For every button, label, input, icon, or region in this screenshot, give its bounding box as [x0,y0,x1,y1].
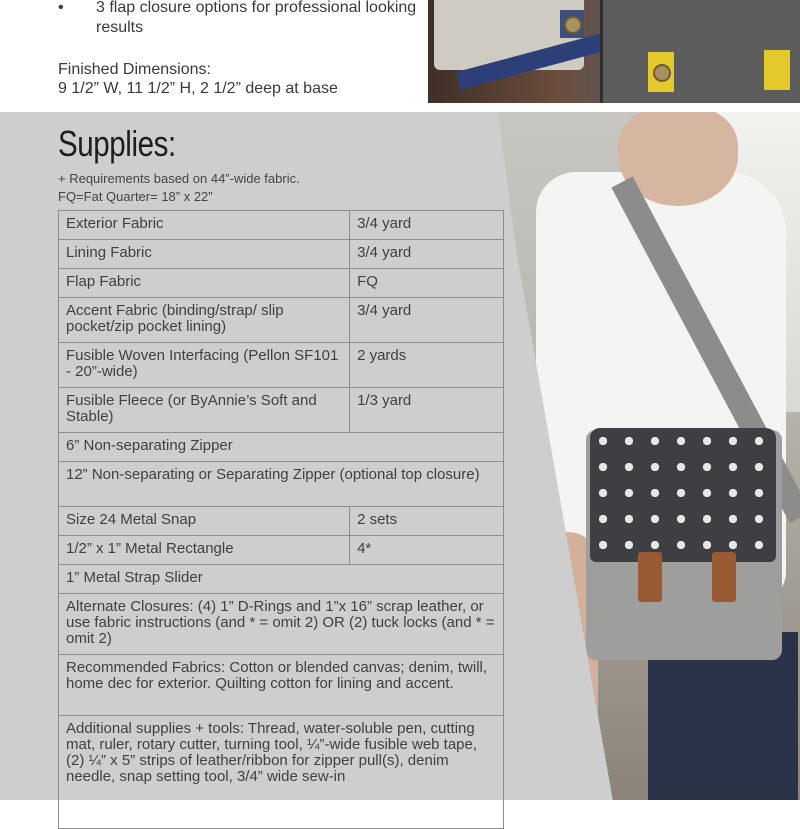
table-row [59,269,504,298]
fat-quarter-note: FQ=Fat Quarter= 18” x 22” [58,189,213,204]
leather-closure-1 [638,552,662,602]
supply-quantity: 2 yards [350,343,504,388]
bag-closure-photo [428,0,800,103]
supply-item: 1/2” x 1” Metal Rectangle [59,536,350,565]
supply-item: 12” Non-separating or Separating Zipper (optional top closure) [59,462,504,507]
requirements-note: + Requirements based on 44”-wide fabric. [58,171,300,186]
table-row [59,462,504,507]
table-row [59,594,504,655]
dimensions-value: 9 1/2” W, 11 1/2” H, 2 1/2” deep at base [58,80,338,97]
supply-quantity: 3/4 yard [350,211,504,240]
snap-icon [653,64,671,82]
table-row [59,536,504,565]
supply-item: 6” Non-separating Zipper [59,433,504,462]
supply-quantity: 1/3 yard [350,388,504,433]
supply-item: Recommended Fabrics: Cotton or blended canvas; denim, twill, home dec for exterior. Quilting cotton for lining and accent. [59,655,504,716]
snap-icon [564,16,582,34]
supply-quantity: 3/4 yard [350,298,504,343]
supply-quantity: 3/4 yard [350,240,504,269]
supply-quantity: FQ [350,269,504,298]
table-row [59,388,504,433]
supply-quantity: 4* [350,536,504,565]
table-row [59,240,504,269]
supply-item: Exterior Fabric [59,211,350,240]
supply-quantity: 2 sets [350,507,504,536]
supply-item: Flap Fabric [59,269,350,298]
supplies-heading: Supplies: [58,123,176,164]
supply-item: Lining Fabric [59,240,350,269]
supply-item: Additional supplies + tools: Thread, water-soluble pen, cutting mat, ruler, rotary cutter, turning tool, ¼”-wide fusible web tape, (2) ¼” x 5” strips of leather/ribbon for zipper pull(s), denim needle, snap setting tool, 3/4” wide sew-in [59,716,504,829]
table-row [59,655,504,716]
bullet-icon: • [58,0,64,16]
supply-item: Fusible Fleece (or ByAnnie’s Soft and Stable) [59,388,350,433]
supply-item: Fusible Woven Interfacing (Pellon SF101 - 20”-wide) [59,343,350,388]
supply-item: 1” Metal Strap Slider [59,565,504,594]
supplies-table [58,210,504,829]
supply-item: Accent Fabric (binding/strap/ slip pocket/zip pocket lining) [59,298,350,343]
yellow-tab-2 [764,50,790,90]
table-row [59,716,504,829]
table-row [59,507,504,536]
intro-section [0,0,420,112]
table-row [59,298,504,343]
table-row [59,433,504,462]
table-row [59,565,504,594]
dimensions-label: Finished Dimensions: [58,61,211,78]
table-row [59,343,504,388]
supply-item: Size 24 Metal Snap [59,507,350,536]
supply-item: Alternate Closures: (4) 1” D-Rings and 1”x 16” scrap leather, or use fabric instructions (and * = omit 2) OR (2) tuck locks (and * = omit 2) [59,594,504,655]
leather-closure-2 [712,552,736,602]
bullet-text: 3 flap closure options for professional looking results [96,0,417,36]
table-row [59,211,504,240]
patterned-flap [590,428,776,562]
